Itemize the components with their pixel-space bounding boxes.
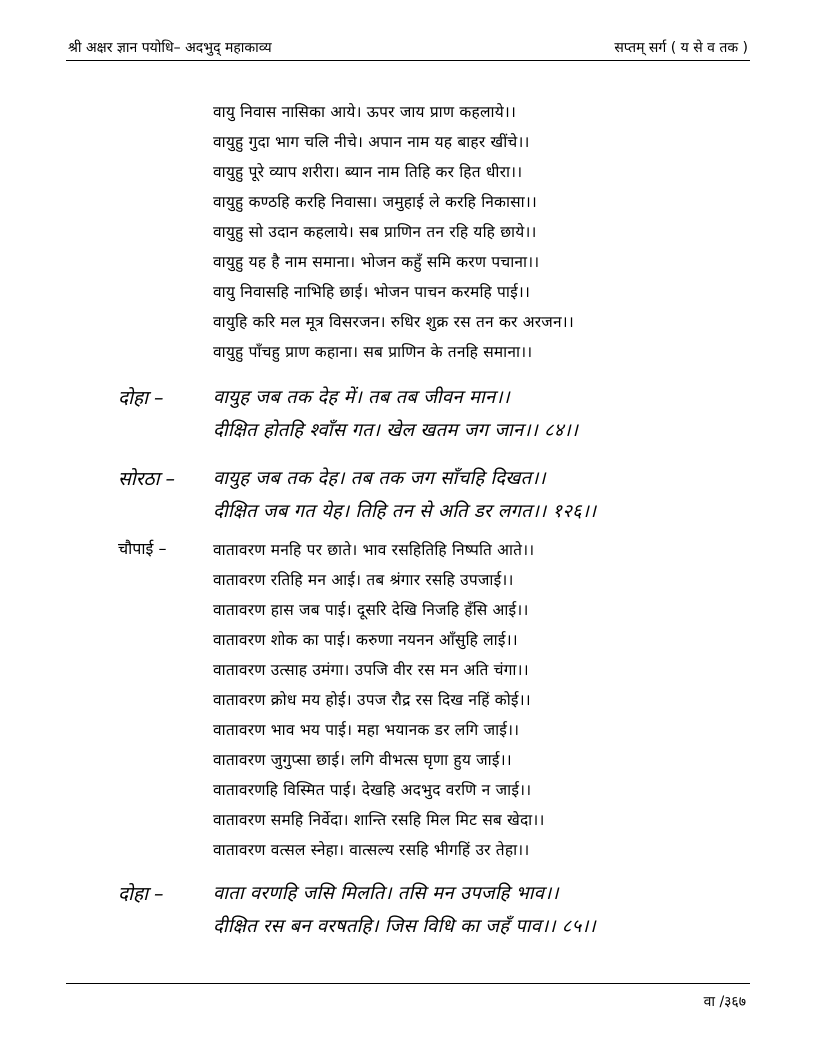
verse-line: वातावरण वत्सल स्नेहा। वात्सल्य रसहि भीगहिं उर तेहा।। — [213, 841, 530, 859]
verse-line: वायुहि करि मल मूत्र विसरजन। रुधिर शुक्र रस तन कर अरजन।। — [213, 313, 574, 331]
doha-line: दीक्षित रस बन वरषतहि। जिस विधि का जहँ पाव।। ८५।। — [213, 916, 596, 937]
sortha-line: दीक्षित जब गत येह। तिहि तन से अति डर लगत।। १२६।। — [213, 501, 597, 522]
verse-line: वातावरणहि विस्मित पाई। देखहि अदभुद वरणि न जाई।। — [213, 781, 532, 799]
book-title: श्री अक्षर ज्ञान पयोधि– अदभुद् महाकाव्य — [68, 40, 272, 56]
doha-line: वायुह जब तक देह में। तब तब जीवन मान।। — [213, 387, 510, 408]
verse-line: वातावरण मनहि पर छाते। भाव रसहितिहि निष्पति आते।। — [213, 541, 535, 559]
verse-line: वायुहु यह है नाम समाना। भोजन कहुँ समि करण पचाना।। — [213, 253, 540, 271]
verse-line: वातावरण भाव भय पाई। महा भयानक डर लगि जाई।। — [213, 721, 520, 739]
verse-line: वातावरण रतिहि मन आई। तब श्रंगार रसहि उपजाई।। — [213, 571, 514, 589]
page-number: वा /३६७ — [703, 994, 746, 1010]
footer-rule — [66, 983, 750, 984]
verse-line: वातावरण उत्साह उमंगा। उपजि वीर रस मन अति चंगा।। — [213, 661, 529, 679]
sortha-line: वायुह जब तक देह। तब तक जग साँचहि दिखत।। — [213, 468, 546, 489]
verse-line: वातावरण शोक का पाई। करुणा नयनन आँसुहि लाई।। — [213, 631, 518, 649]
verse-line: वायु निवासहि नाभिहि छाई। भोजन पाचन करमहि पाई।। — [213, 283, 531, 301]
verse-line: वायुहु कण्ठहि करहि निवासा। जमुहाई ले करहि निकासा।। — [213, 193, 537, 211]
verse-line: वातावरण समहि निर्वेदा। शान्ति रसहि मिल मिट सब खेदा।। — [213, 811, 545, 829]
doha-line: दीक्षित होतहि श्वाँस गत। खेल खतम जग जान।। ८४।। — [213, 420, 579, 441]
verse-line: वायुहु पूरे व्याप शरीरा। ब्यान नाम तिहि कर हित धीरा।। — [213, 163, 523, 181]
doha-label: दोहा – — [118, 883, 164, 905]
doha-line: वाता वरणहि जसि मिलति। तसि मन उपजहि भाव।। — [213, 883, 559, 904]
page-header — [66, 38, 750, 61]
verse-line: वातावरण क्रोध मय होई। उपज रौद्र रस दिख नहिं कोई।। — [213, 691, 531, 709]
verse-line: वातावरण हास जब पाई। दूसरि देखि निजहि हँसि आई।। — [213, 601, 529, 619]
chaupai-label: चौपाई – — [118, 539, 167, 558]
doha-label: दोहा – — [118, 387, 164, 409]
chapter-title: सप्तम् सर्ग ( य से व तक ) — [614, 40, 748, 56]
verse-line: वायुहु गुदा भाग चलि नीचे। अपान नाम यह बाहर खींचे।। — [213, 133, 530, 151]
verse-line: वातावरण जुगुप्सा छाई। लगि वीभत्स घृणा हुय जाई।। — [213, 751, 512, 769]
verse-line: वायु निवास नासिका आये। ऊपर जाय प्राण कहलाये।। — [213, 103, 517, 121]
verse-line: वायुहु पाँचहु प्राण कहाना। सब प्राणिन के तनहि समाना।। — [213, 343, 533, 361]
verse-line: वायुहु सो उदान कहलाये। सब प्राणिन तन रहि यहि छाये।। — [213, 223, 537, 241]
sortha-label: सोरठा – — [118, 468, 176, 490]
